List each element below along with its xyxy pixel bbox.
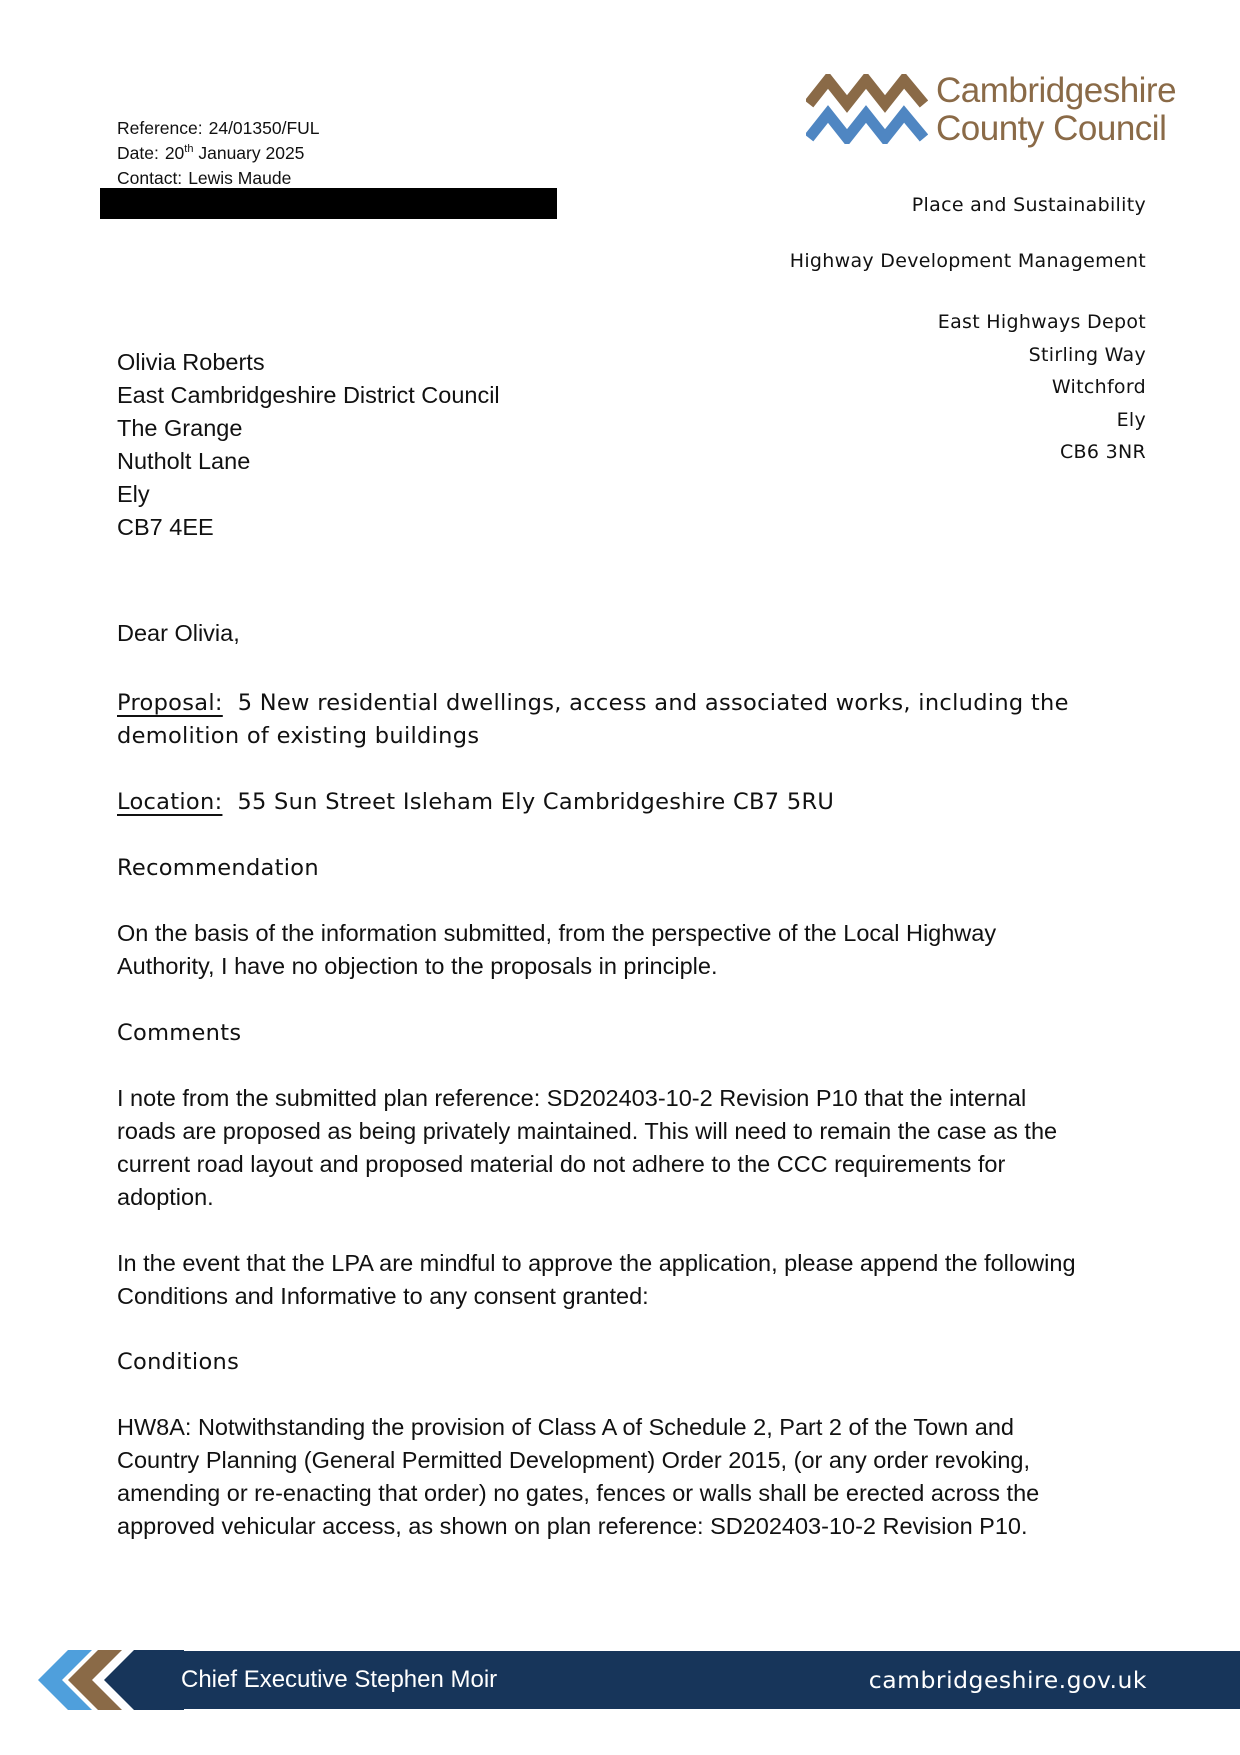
recipient-line: Olivia Roberts <box>117 349 265 375</box>
department-line-1: Place and Sustainability <box>911 194 1146 216</box>
location-label: Location: <box>117 789 223 815</box>
date-line <box>117 141 320 166</box>
reference-line <box>117 116 320 141</box>
logo-waves-icon <box>806 74 928 144</box>
comments-heading: Comments <box>117 1020 242 1046</box>
date-day: 20 <box>164 143 185 163</box>
recommendation-paragraph <box>117 917 1147 983</box>
paragraph-line: amending or re-enacting that order) no gates, fences or walls shall be erected across the <box>117 1480 1040 1506</box>
footer-website-link[interactable]: cambridgeshire.gov.uk <box>868 1666 1147 1694</box>
depot-address-line: Witchford <box>1051 376 1146 398</box>
paragraph-line: I note from the submitted plan reference: SD202403-10-2 Revision P10 that the internal <box>117 1085 1027 1111</box>
paragraph-line: On the basis of the information submitted, from the perspective of the Local Highway <box>117 920 997 946</box>
paragraph-line: current road layout and proposed material do not adhere to the CCC requirements for <box>117 1151 1006 1177</box>
paragraph-line: In the event that the LPA are mindful to approve the application, please append the following <box>117 1250 1076 1276</box>
recipient-line: East Cambridgeshire District Council <box>117 382 500 408</box>
proposal-text: 5 New residential dwellings, access and associated works, including the <box>237 690 1069 716</box>
department-line-2: Highway Development Management <box>789 250 1146 272</box>
recipient-line: CB7 4EE <box>117 514 214 540</box>
paragraph-line: HW8A: Notwithstanding the provision of Class A of Schedule 2, Part 2 of the Town and <box>117 1414 1014 1440</box>
redaction-bar <box>100 188 557 219</box>
paragraph-line: Country Planning (General Permitted Development) Order 2015, (or any order revoking, <box>117 1447 1031 1473</box>
depot-address-line: East Highways Depot <box>937 311 1146 333</box>
depot-address <box>938 306 1146 469</box>
condition-hw8a <box>117 1411 1147 1543</box>
recipient-line: The Grange <box>117 415 243 441</box>
council-logo <box>806 71 1177 152</box>
logo-line-1: Cambridgeshire <box>936 71 1177 110</box>
location <box>117 786 1147 819</box>
paragraph-line: Conditions and Informative to any consent granted: <box>117 1283 649 1309</box>
recipient-line: Nutholt Lane <box>117 448 251 474</box>
reference-label: Reference: <box>117 118 203 138</box>
logo-line-2: County Council <box>936 109 1167 148</box>
paragraph-line: roads are proposed as being privately maintained. This will need to remain the case as the <box>117 1118 1058 1144</box>
depot-address-line: CB6 3NR <box>1059 441 1146 463</box>
recipient-address <box>117 346 500 544</box>
paragraph-line: Authority, I have no objection to the proposals in principle. <box>117 953 718 979</box>
salutation: Dear Olivia, <box>117 620 240 646</box>
depot-address-line: Stirling Way <box>1028 343 1146 366</box>
recommendation-heading: Recommendation <box>117 855 319 881</box>
recipient-line: Ely <box>117 481 150 507</box>
conditions-heading: Conditions <box>117 1349 240 1375</box>
date-rest: January 2025 <box>198 143 305 163</box>
footer-chief-executive: Chief Executive Stephen Moir <box>181 1666 498 1693</box>
reference-block <box>117 116 320 191</box>
depot-address-line: Ely <box>1116 408 1146 431</box>
paragraph-line: approved vehicular access, as shown on plan reference: SD202403-10-2 Revision P10. <box>117 1513 1028 1539</box>
proposal-line: demolition of existing buildings <box>117 723 480 749</box>
comments-paragraph <box>117 1082 1147 1214</box>
date-label: Date: <box>117 143 159 163</box>
proposal <box>117 687 1147 753</box>
proposal-line <box>117 687 1147 720</box>
contact-label: Contact: <box>117 168 183 188</box>
date-suffix: th <box>184 143 194 156</box>
lpa-paragraph <box>117 1247 1147 1313</box>
location-text: 55 Sun Street Isleham Ely Cambridgeshire CB7 5RU <box>237 789 835 815</box>
paragraph-line: adoption. <box>117 1184 214 1210</box>
logo-text <box>936 72 1176 148</box>
reference-value: 24/01350/FUL <box>208 118 320 138</box>
proposal-label: Proposal: <box>117 690 223 716</box>
footer-chevrons-icon <box>34 1648 184 1712</box>
contact-value: Lewis Maude <box>188 168 292 188</box>
